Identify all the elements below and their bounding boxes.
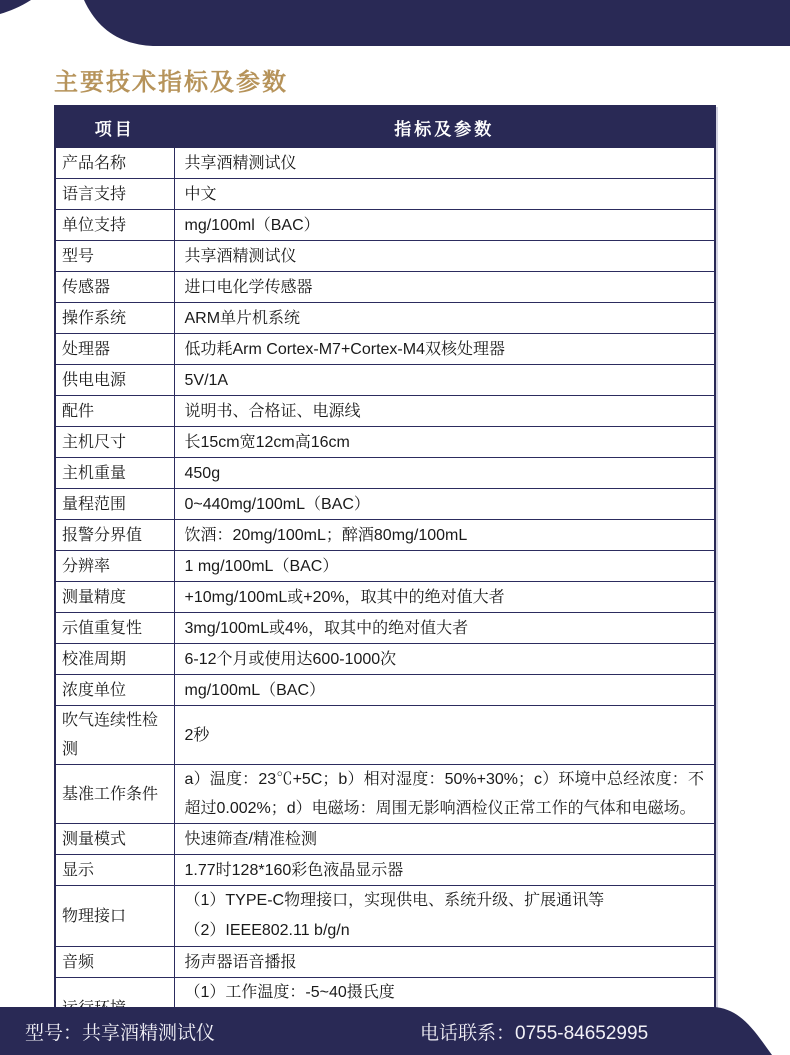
spec-value-cell: 说明书、合格证、电源线 [174, 396, 715, 427]
footer-phone-label: 电话联系：0755-84652995 [420, 1022, 649, 1044]
spec-item-cell: 主机重量 [55, 458, 174, 489]
spec-item-cell: 测量模式 [55, 824, 174, 855]
spec-item-cell: 校准周期 [55, 644, 174, 675]
table-row [55, 551, 715, 582]
column-header-item: 项目 [55, 106, 174, 148]
table-row [55, 365, 715, 396]
table-row [55, 179, 715, 210]
spec-value-cell: 共享酒精测试仪 [174, 241, 715, 272]
table-row [55, 675, 715, 706]
table-row [55, 458, 715, 489]
spec-value-cell: 450g [174, 458, 715, 489]
spec-value-cell: 3mg/100mL或4%，取其中的绝对值大者 [174, 613, 715, 644]
footer-model-label: 型号：共享酒精测试仪 [25, 1022, 216, 1044]
spec-value-cell: 长15cm宽12cm高16cm [174, 427, 715, 458]
table-row [55, 272, 715, 303]
table-row [55, 644, 715, 675]
table-row [55, 396, 715, 427]
spec-value-cell: 6-12个月或使用达600-1000次 [174, 644, 715, 675]
spec-item-cell: 音频 [55, 947, 174, 978]
spec-value-cell: +10mg/100mL或+20%，取其中的绝对值大者 [174, 582, 715, 613]
spec-item-cell: 语言支持 [55, 179, 174, 210]
spec-item-cell: 处理器 [55, 334, 174, 365]
spec-item-cell: 量程范围 [55, 489, 174, 520]
spec-value-cell [174, 886, 715, 947]
table-row [55, 241, 715, 272]
spec-item-cell: 物理接口 [55, 886, 174, 947]
spec-item-cell: 产品名称 [55, 148, 174, 179]
spec-item-cell: 吹气连续性检测 [55, 706, 174, 765]
page-title: 主要技术指标及参数 [54, 69, 288, 96]
spec-item-cell: 操作系统 [55, 303, 174, 334]
table-row [55, 210, 715, 241]
top-banner-band-shape [84, 0, 790, 46]
spec-value-cell: 低功耗Arm Cortex-M7+Cortex-M4双核处理器 [174, 334, 715, 365]
spec-value-line: （1）TYPE-C物理接口，实现供电、系统升级、扩展通讯等 [184, 892, 605, 909]
spec-value-cell: 快速筛查/精准检测 [174, 824, 715, 855]
table-row [55, 886, 715, 947]
spec-value-line: （2）IEEE802.11 b/g/n [184, 922, 350, 939]
table-row [55, 520, 715, 551]
spec-item-cell: 配件 [55, 396, 174, 427]
table-row [55, 427, 715, 458]
footer-text-row [0, 1007, 790, 1055]
spec-value-cell: 共享酒精测试仪 [174, 148, 715, 179]
spec-item-cell: 单位支持 [55, 210, 174, 241]
spec-value-cell: mg/100mL（BAC） [174, 675, 715, 706]
spec-item-cell: 测量精度 [55, 582, 174, 613]
spec-item-cell: 供电电源 [55, 365, 174, 396]
table-row [55, 947, 715, 978]
table-row [55, 855, 715, 886]
spec-value-cell: 0~440mg/100mL（BAC） [174, 489, 715, 520]
spec-item-cell: 基准工作条件 [55, 765, 174, 824]
spec-value-cell: 中文 [174, 179, 715, 210]
spec-item-cell: 分辨率 [55, 551, 174, 582]
table-row [55, 706, 715, 765]
spec-value-cell: a）温度：23℃+5C；b）相对湿度：50%+30%；c）环境中总经浓度：不超过0.002%；d）电磁场：周围无影响酒检仪正常工作的气体和电磁场。 [174, 765, 715, 824]
top-banner [0, 0, 790, 56]
spec-value-cell: 1 mg/100mL（BAC） [174, 551, 715, 582]
table-row [55, 489, 715, 520]
table-row [55, 824, 715, 855]
spec-value-line: （1）工作温度：-5~40摄氏度 [184, 984, 395, 1001]
table-row [55, 334, 715, 365]
spec-item-cell: 主机尺寸 [55, 427, 174, 458]
table-row [55, 148, 715, 179]
spec-value-cell: 饮酒：20mg/100mL；醉酒80mg/100mL [174, 520, 715, 551]
spec-value-cell: 5V/1A [174, 365, 715, 396]
table-row [55, 613, 715, 644]
spec-table [54, 105, 716, 1040]
table-row [55, 303, 715, 334]
spec-value-cell: 扬声器语音播报 [174, 947, 715, 978]
column-header-value: 指标及参数 [174, 106, 715, 148]
spec-table-body [55, 148, 715, 1040]
spec-item-cell: 型号 [55, 241, 174, 272]
spec-item-cell: 示值重复性 [55, 613, 174, 644]
spec-value-cell: 进口电化学传感器 [174, 272, 715, 303]
spec-item-cell: 报警分界值 [55, 520, 174, 551]
spec-value-cell: mg/100ml（BAC） [174, 210, 715, 241]
spec-item-cell: 显示 [55, 855, 174, 886]
spec-value-cell: 1.77时128*160彩色液晶显示器 [174, 855, 715, 886]
top-banner-corner-shape [0, 0, 31, 14]
spec-value-cell: ARM单片机系统 [174, 303, 715, 334]
table-row [55, 765, 715, 824]
spec-item-cell: 传感器 [55, 272, 174, 303]
spec-item-cell: 浓度单位 [55, 675, 174, 706]
spec-value-cell: 2秒 [174, 706, 715, 765]
table-header-row [55, 106, 715, 148]
table-row [55, 582, 715, 613]
